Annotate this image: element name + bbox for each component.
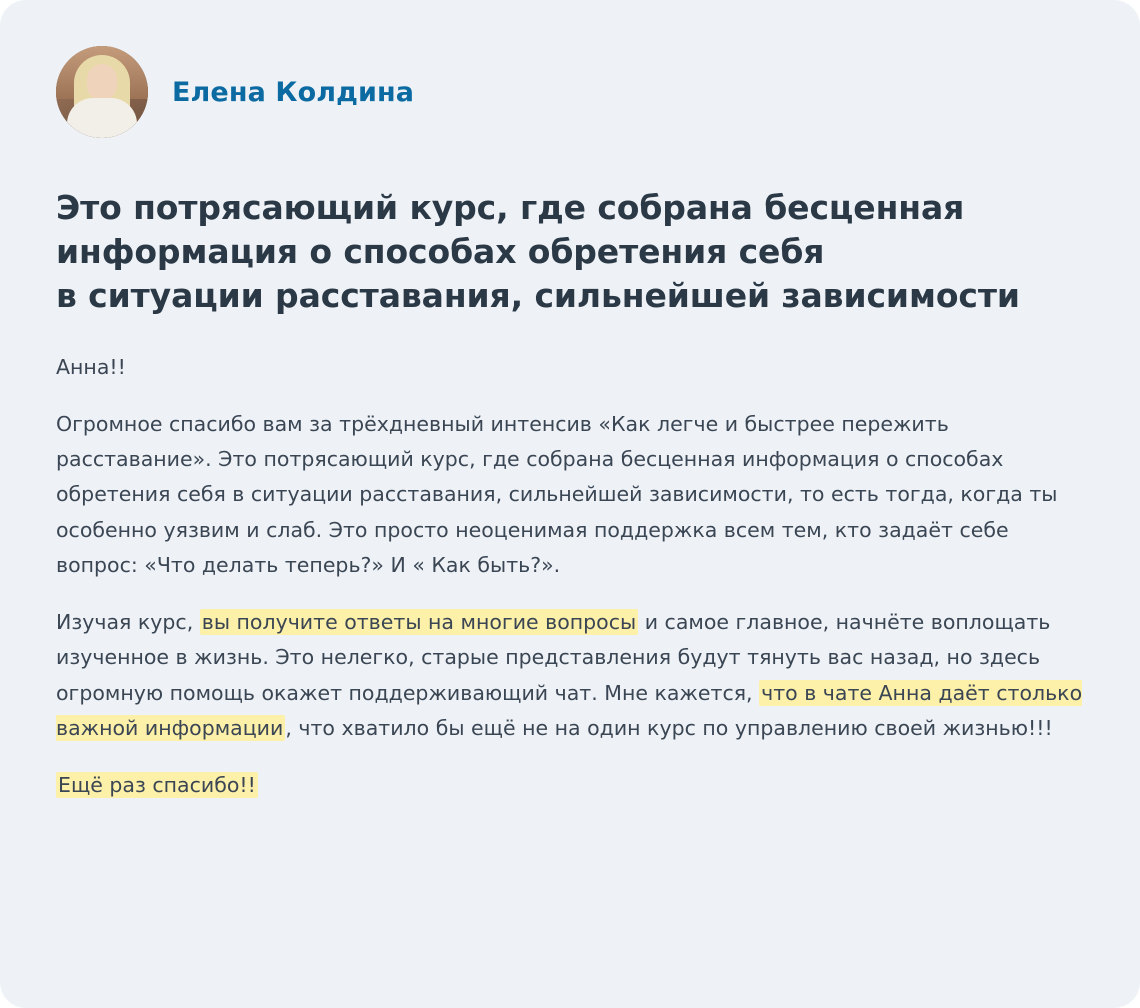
avatar — [56, 46, 148, 138]
author-name: Елена Колдина — [172, 76, 415, 108]
page-title-line-1: Это потрясающий курс, где собрана бесценная — [56, 188, 965, 227]
body-paragraph-2 — [56, 605, 1084, 746]
page-title — [56, 186, 1084, 318]
paragraph-2-part-1: Изучая курс, — [56, 610, 200, 635]
avatar-body — [67, 98, 137, 138]
page-title-line-3: в ситуации расставания, сильнейшей зависимости — [56, 275, 1020, 315]
avatar-face — [87, 64, 117, 100]
paragraph-2-part-3: , что хватило бы ещё не на один курс по управлению своей жизнью!!! — [285, 715, 1053, 740]
card-header — [56, 42, 1084, 142]
body-paragraph-1: Огромное спасибо вам за трёхдневный интенсив «Как легче и быстрее пережить расставание». Это потрясающий курс, где собрана бесценная информация о способах обретения себя в ситуации расставания, сильнейшей зависимости, то есть тогда, когда ты особенно уязвим и слаб. Это просто неоценимая поддержка всем тем, кто задаёт себе вопрос: «Что делать теперь?» И « Как быть?». — [56, 411, 1058, 577]
paragraph-2-part-2: и самое главное, начнёте воплощать изученное в жизнь. Это нелегко, старые представления будут тянуть вас назад, но здесь огромную помощь окажет поддерживающий чат. Мне кажется, — [56, 610, 1051, 705]
closing-paragraph — [56, 768, 1084, 803]
highlight-answers: вы получите ответы на многие вопросы — [201, 610, 637, 635]
page-title-line-2: информация о способах обретения себя — [56, 231, 825, 271]
testimonial-body — [56, 350, 1084, 804]
highlight-thanks: Ещё раз спасибо!! — [58, 773, 256, 798]
greeting-paragraph: Анна!! — [56, 354, 126, 379]
highlight-chat-info: что в чате Анна даёт столько важной информации — [56, 680, 1083, 740]
